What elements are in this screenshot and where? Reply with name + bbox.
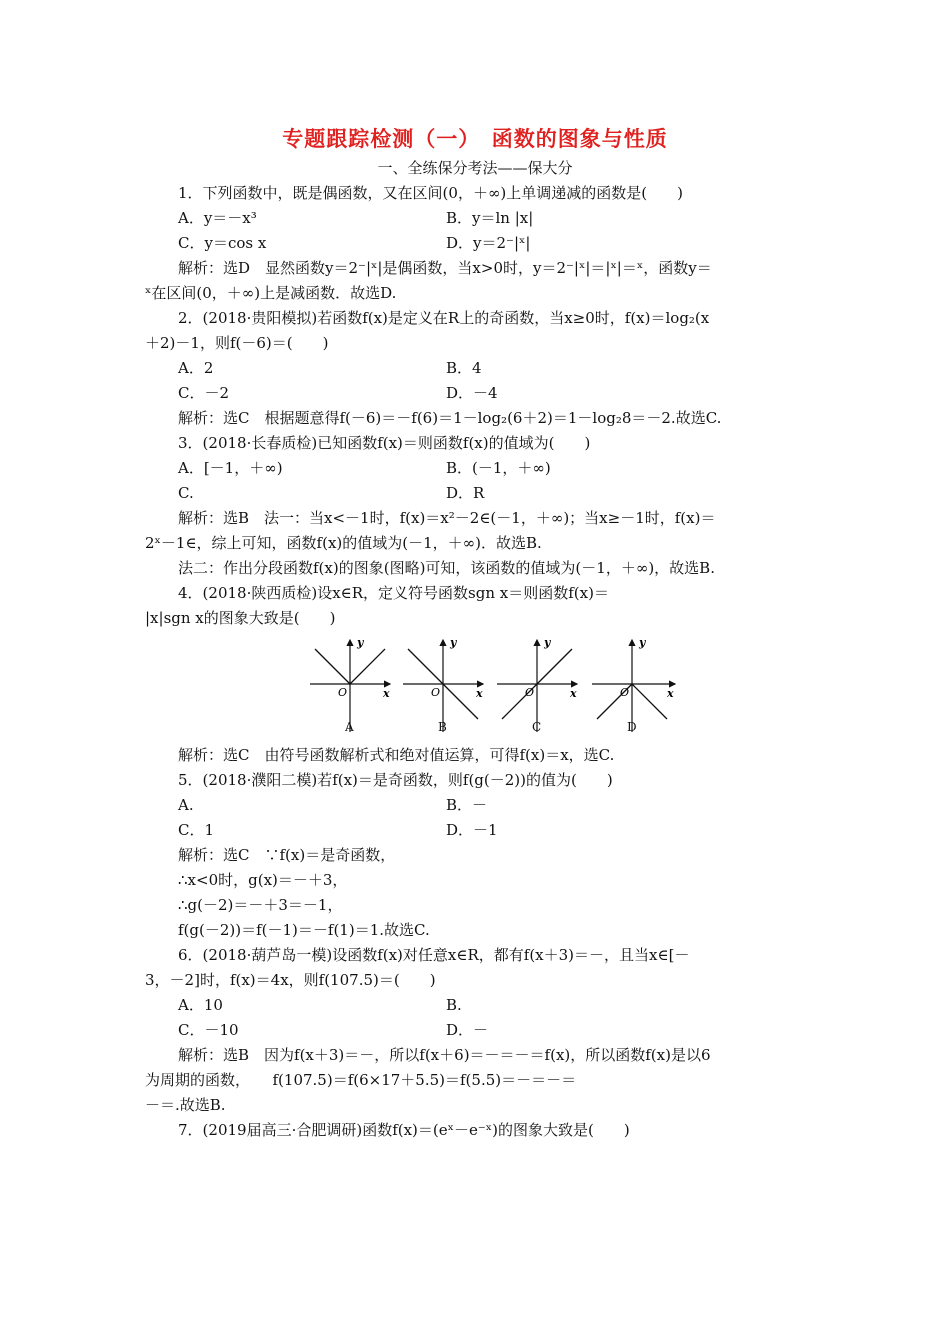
graph-a-origin: O	[338, 686, 348, 699]
q4-solution: 解析：选C 由符号函数解析式和绝对值运算，可得f(x)＝x，选C.	[178, 746, 615, 764]
q3-solution-method2: 法二：作出分段函数f(x)的图象(图略)可知，该函数的值域为(－1，＋∞)，故选B.	[178, 559, 715, 577]
q1-option-d: D．y＝2⁻|ˣ|	[446, 234, 531, 252]
q6-option-c: C．－10	[178, 1021, 239, 1039]
q5-stem: 5．(2018·濮阳二模)若f(x)＝是奇函数，则f(g(－2))的值为( )	[178, 771, 613, 789]
q1-stem: 1．下列函数中，既是偶函数，又在区间(0，＋∞)上单调递减的函数是( )	[178, 184, 683, 202]
q3-solution: 解析：选B 法一：当x<－1时，f(x)＝x²－2∈(－1，＋∞)；当x≥－1时，f(x)＝	[178, 509, 716, 527]
q2-solution: 解析：选C 根据题意得f(－6)＝－f(6)＝1－log₂(6＋2)＝1－log₂8＝－2.故选C.	[178, 409, 722, 427]
q4-stem: 4．(2018·陕西质检)设x∈R，定义符号函数sgn x＝则函数f(x)＝	[178, 584, 609, 602]
q1-option-b: B．y＝ln |x|	[446, 209, 534, 227]
q6-option-d: D．－	[446, 1021, 489, 1039]
graph-a-x-label: x	[383, 687, 390, 700]
graph-label-d: D	[627, 720, 637, 734]
q6-solution-cont: 为周期的函数， f(107.5)＝f(6×17＋5.5)＝f(5.5)＝－＝－＝	[145, 1071, 577, 1089]
q6-solution: 解析：选B 因为f(x＋3)＝－，所以f(x＋6)＝－＝－＝f(x)，所以函数f(x)是以6	[178, 1046, 711, 1064]
q5-solution-step3: f(g(－2))＝f(－1)＝－f(1)＝1.故选C.	[178, 921, 430, 939]
q6-stem-cont: 3，－2]时，f(x)＝4x，则f(107.5)＝( )	[145, 971, 436, 989]
graph-label-a: A	[345, 720, 354, 734]
graph-a	[310, 636, 390, 732]
graph-b-y-label: y	[450, 636, 457, 649]
q5-option-a: A.	[178, 796, 194, 814]
graph-b	[403, 636, 483, 732]
q1-option-c: C．y＝cos x	[178, 234, 267, 252]
q1-solution-cont: ˣ在区间(0，＋∞)上是减函数．故选D.	[145, 284, 397, 302]
graph-d-y-label: y	[639, 636, 646, 649]
graph-d-x-label: x	[667, 687, 674, 700]
graph-c-x-label: x	[570, 687, 577, 700]
q5-solution-step1: ∴x<0时，g(x)＝－＋3，	[178, 871, 348, 889]
graph-b-x-label: x	[476, 687, 483, 700]
q2-option-b: B．4	[446, 359, 482, 377]
graph-c-y-label: y	[544, 636, 551, 649]
graph-label-c: C	[532, 720, 542, 734]
graph-c-origin: O	[525, 686, 535, 699]
q3-option-b: B．(－1，＋∞)	[446, 459, 551, 477]
q1-option-a: A．y＝－x³	[178, 209, 257, 227]
q6-option-b: B.	[446, 996, 462, 1014]
q7-stem: 7．(2019届高三·合肥调研)函数f(x)＝(eˣ－e⁻ˣ)的图象大致是( )	[178, 1121, 630, 1139]
page-title: 专题跟踪检测（一） 函数的图象与性质	[282, 127, 668, 151]
q1-solution: 解析：选D 显然函数y＝2⁻|ˣ|是偶函数，当x>0时，y＝2⁻|ˣ|＝|ˣ|＝ˣ，函数y＝	[178, 259, 712, 277]
q5-solution: 解析：选C ∵f(x)＝是奇函数，	[178, 846, 396, 864]
q5-option-b: B．－	[446, 796, 488, 814]
graph-d	[592, 636, 675, 732]
q5-solution-step2: ∴g(－2)＝－＋3＝－1，	[178, 896, 343, 914]
q3-option-a: A．[－1，＋∞)	[178, 459, 283, 477]
q2-stem-cont: ＋2)－1，则f(－6)＝( )	[145, 334, 329, 352]
q2-option-a: A．2	[178, 359, 214, 377]
graph-a-y-label: y	[357, 636, 364, 649]
q3-stem: 3．(2018·长春质检)已知函数f(x)＝则函数f(x)的值域为( )	[178, 434, 591, 452]
q3-option-c: C.	[178, 484, 194, 502]
q4-stem-cont: |x|sgn x的图象大致是( )	[145, 609, 336, 627]
q3-option-d: D．R	[446, 484, 485, 502]
q2-stem: 2．(2018·贵阳模拟)若函数f(x)是定义在R上的奇函数，当x≥0时，f(x)＝log₂(x	[178, 309, 710, 327]
q6-solution-end: －＝.故选B.	[145, 1096, 226, 1114]
q6-stem: 6．(2018·葫芦岛一模)设函数f(x)对任意x∈R，都有f(x＋3)＝－，且当x∈[－	[178, 946, 690, 964]
graph-c	[497, 636, 577, 732]
graph-b-origin: O	[431, 686, 441, 699]
q5-option-d: D．－1	[446, 821, 498, 839]
section-subtitle: 一、全练保分考法——保大分	[377, 159, 573, 177]
q3-solution-cont: 2ˣ－1∈，综上可知，函数f(x)的值域为(－1，＋∞)．故选B.	[145, 534, 542, 552]
graph-d-origin: O	[620, 686, 630, 699]
q2-option-c: C．－2	[178, 384, 230, 402]
q2-option-d: D．－4	[446, 384, 498, 402]
graph-label-b: B	[438, 720, 447, 734]
q5-option-c: C．1	[178, 821, 215, 839]
q6-option-a: A．10	[178, 996, 223, 1014]
